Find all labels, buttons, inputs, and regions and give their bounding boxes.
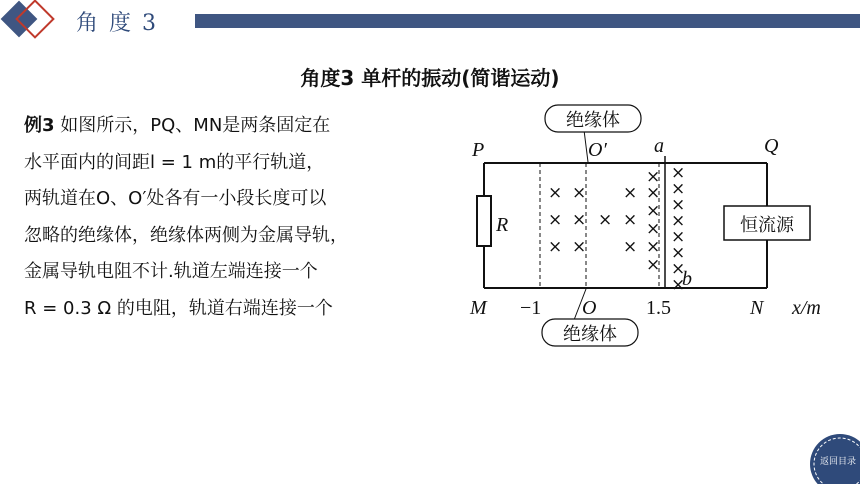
label-R: R [496,214,509,236]
text-line-6: R = 0.3 Ω 的电阻，轨道右端连接一个 [24,297,333,319]
field-cross-mark: × [646,183,661,203]
field-cross-mark: × [572,210,587,230]
header [0,0,860,46]
field-cross-mark: × [671,259,686,279]
field-cross-mark: × [623,183,638,203]
field-cross-mark: × [598,210,613,230]
header-bar [195,14,860,28]
back-button-label: 返回目录 [820,457,857,467]
field-cross-mark: × [646,201,661,221]
field-cross-mark: × [548,210,563,230]
tick-1-5: 1.5 [646,297,671,319]
header-diamond-logo [0,0,70,46]
problem-text [24,108,454,327]
text-line-3: 两轨道在O、O′处各有一小段长度可以 [24,188,327,209]
source-label: 恒流源 [740,215,794,236]
tick-neg1: −1 [520,297,542,319]
example-label: 例3 [24,115,55,136]
field-cross-mark: × [671,211,686,231]
label-O-prime: O′ [588,139,607,161]
field-cross-mark: × [572,183,587,203]
field-cross-mark: × [548,237,563,257]
field-cross-mark: × [548,183,563,203]
section-tag: 角 度 3 [76,11,158,36]
label-Q: Q [764,135,779,157]
resistor [477,196,491,246]
text-line-2: 水平面内的间距l = 1 m的平行轨道， [24,151,325,173]
field-cross-mark: × [671,227,686,247]
field-cross-mark: × [572,237,587,257]
field-cross-mark: × [646,167,661,187]
field-cross-mark: × [671,179,686,199]
field-cross-mark: × [671,275,686,295]
field-cross-mark: × [671,195,686,215]
text-line-1-body: 如图所示，PQ、MN是两条固定在 [60,115,331,136]
label-P: P [472,139,485,161]
tick-0: O [582,297,597,319]
text-line-1 [24,108,454,145]
field-cross-mark: × [623,210,638,230]
label-b: b [682,268,692,290]
label-a: a [654,135,664,157]
text-line-4: 忽略的绝缘体，绝缘体两侧为金属导轨， [24,224,348,246]
label-M: M [470,297,487,319]
field-cross-mark: × [646,237,661,257]
insulator-bottom-label: 绝缘体 [563,324,617,345]
page-title: 角度3 单杆的振动(简谐运动) [300,66,560,90]
axis-label: x/m [792,297,821,319]
back-to-contents-button[interactable] [806,430,860,484]
label-N: N [750,297,764,319]
insulator-top-label: 绝缘体 [566,110,620,131]
field-cross-mark: × [646,255,661,275]
field-cross-mark: × [671,163,686,183]
field-cross-mark: × [623,237,638,257]
circuit-diagram [462,100,842,355]
text-line-5: 金属导轨电阻不计.轨道左端连接一个 [24,261,318,282]
field-cross-mark: × [671,243,686,263]
field-cross-mark: × [646,219,661,239]
